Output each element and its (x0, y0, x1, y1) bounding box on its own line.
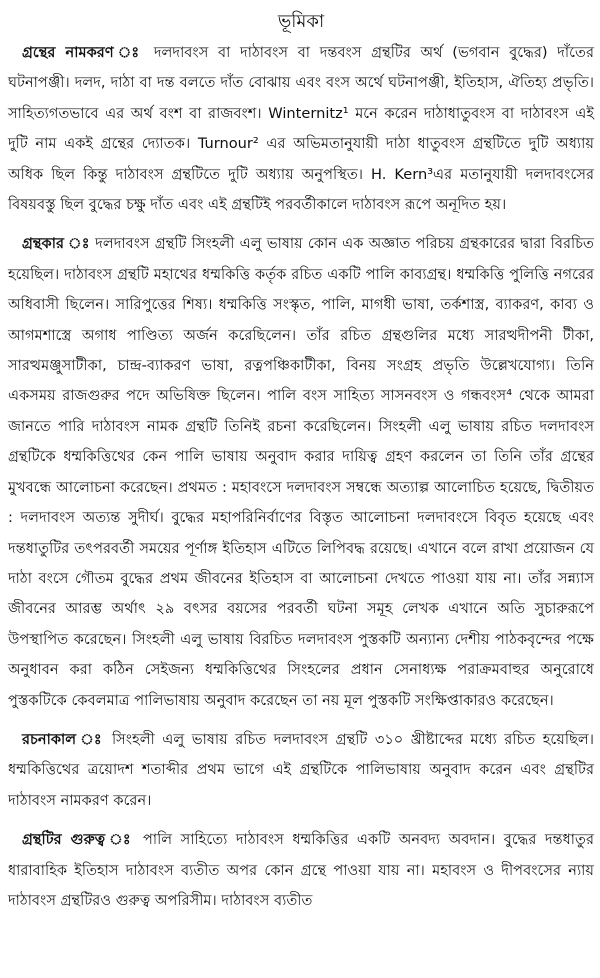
section-author (8, 229, 594, 716)
section-heading: গ্রন্থকার ঃ (22, 235, 91, 253)
section-naming (8, 38, 594, 220)
section-heading: গ্রন্থটির গুরুত্ব ঃ (22, 831, 135, 849)
section-body: পালি সাহিত্যে দাঠাবংস ধম্মকিত্তির একটি অনবদ্য অবদান। বুদ্ধের দন্তধাতুর ধারাবাহিক ইতিহাস দাঠাবংস ব্যতীত অপর কোন গ্রন্থে পাওয়া যায় না। মহাবংস ও দীপবংসের ন্যায় দাঠাবংস গ্রন্থটিরও গুরুত্ব অপরিসীম। দাঠাবংস ব্যতীত (8, 831, 595, 909)
section-importance (8, 825, 594, 916)
page-title: ভূমিকা (277, 11, 325, 32)
section-body: দলদাবংস গ্রন্থটি সিংহলী এলু ভাষায় কোন এক অজ্ঞাত পরিচয় গ্রন্থকারের দ্বারা বিরচিত হয়েছিল। দাঠাবংস গ্রন্থটি মহাথের ধম্মকিত্তি কর্তৃক রচিত একটি পালি কাব্যগ্রন্থ। ধম্মকিত্তি পুলিত্তি নগরের অধিবাসী ছিলেন। সারিপুত্তের শিষ্য। ধম্মকিত্তি সংস্কৃত, পালি, মাগধী ভাষা, তর্কশাস্ত্র, ব্যাকরণ, কাব্য ও আগমশাস্ত্রে অগাধ পাণ্ডিত্য অর্জন করেছিলেন। তাঁর রচিত গ্রন্থগুলির মধ্যে সারত্থদীপনী টীকা, সারত্থমঞ্জুসাটীকা, চান্দ্র-ব্যাকরণ ভাষা, রত্নপঞ্চিকাটীকা, বিনয় সংগ্রহ প্রভৃতি উল্লেখযোগ্য। তিনি একসময় রাজগুরুর পদে অভিষিক্ত ছিলেন। পালি বংস সাহিত্য সাসনবংস ও গন্ধবংস⁴ থেকে আমরা জানতে পারি দাঠাবংস নামক গ্রন্থটি তিনিই রচনা করেছিলেন। সিংহলী এলু ভাষায় রচিত দলদাবংস গ্রন্থটিকে ধম্মকিত্তিথের কেন পালি ভাষায় অনুবাদ করার দায়িত্ব গ্রহণ করলেন তা তিনি তাঁর গ্রন্থের মুখবন্ধে আলোচনা করেছেন। প্রথমত : মহাবংসে দলদাবংস সম্বন্ধে অত্যাল্প আলোচিত হয়েছে, দ্বিতীয়ত : দলদাবংস অত্যন্ত সুদীর্ঘ। বুদ্ধের মহাপরিনির্বাণের বিস্তৃত আলোচনা দলদাবংসে বিবৃত হয়েছে এবং দন্তধাতুটির তৎপরবর্তী সময়ের পূর্ণাঙ্গ ইতিহাস এটিতে লিপিবদ্ধ রয়েছে। এখানে বলে রাখা প্রয়োজন যে দাঠা বংসে গৌতম বুদ্ধের প্রথম জীবনের ইতিহাস বা আলোচনা দেখতে পাওয়া যায় না। তাঁর সন্ন্যাস জীবনের আরম্ভ অর্থাৎ ২৯ বৎসর বয়সের পরবর্তী ঘটনা সমূহ লেখক এখানে অতি সুচারুরূপে উপস্থাপিত করেছেন। সিংহলী এলু ভাষায় বিরচিত দলদাবংস পুস্তকটি অন্যান্য দেশীয় পাঠকবৃন্দের পক্ষে অনুধাবন করা কঠিন সেইজন্য ধম্মকিত্তিথের সিংহলের প্রধান সেনাধ্যক্ষ পরাক্রমবাহুর অনুরোধে পুস্তকটিকে কেবলমাত্র পালিভাষায় অনুবাদ করেছেন তা নয় মূল পুস্তকটি সংক্ষিপ্তাকারও করেছেন। (8, 235, 594, 709)
section-body: দলদাবংস বা দাঠাবংস বা দন্তবংস গ্রন্থটির অর্থ (ভগবান বুদ্ধের) দাঁতের ঘটনাপঞ্জী। দলদ, দাঠা বা দন্ত বলতে দাঁত বোঝায় এবং বংস অর্থে ঘটনাপঞ্জী, ইতিহাস, ঐতিহ্য প্রভৃতি। সাহিত্যগতভাবে এর অর্থ বংশ বা রাজবংশ। Winternitz¹ মনে করেন দাঠাধাতুবংস বা দাঠাবংস এই দুটি নাম একই গ্রন্থের দ্যোতক। Turnour² এর অভিমতানুযায়ী দাঠা ধাতুবংস গ্রন্থটিতে দুটি অধ্যায় অধিক ছিল কিন্তু দাঠাবংস গ্রন্থটিতে দুটি অধ্যায় অনুপস্থিত। H. Kern³এর মতানুযায়ী দলদাবংসের বিষয়বস্তু ছিল বুদ্ধের চক্ষু দাঁত এবং এই গ্রন্থটিই পরবর্তীকালে দাঠাবংস রূপে অনূদিত হয়। (8, 44, 594, 214)
section-date (8, 725, 594, 816)
section-heading: রচনাকাল ঃ (22, 730, 105, 748)
section-heading: গ্রন্থের নামকরণ ঃ (22, 44, 145, 61)
section-body: সিংহলী এলু ভাষায় রচিত দলদাবংস গ্রন্থটি ৩১০ খ্রীষ্টাব্দের মধ্যে রচিত হয়েছিল। ধম্মকিত্তিথের ত্রয়োদশ শতাব্দীর প্রথম ভাগে এই গ্রন্থটিকে পালিভাষায় অনুবাদ করেন এবং গ্রন্থটির দাঠাবংস নামকরণ করেন। (8, 730, 595, 809)
